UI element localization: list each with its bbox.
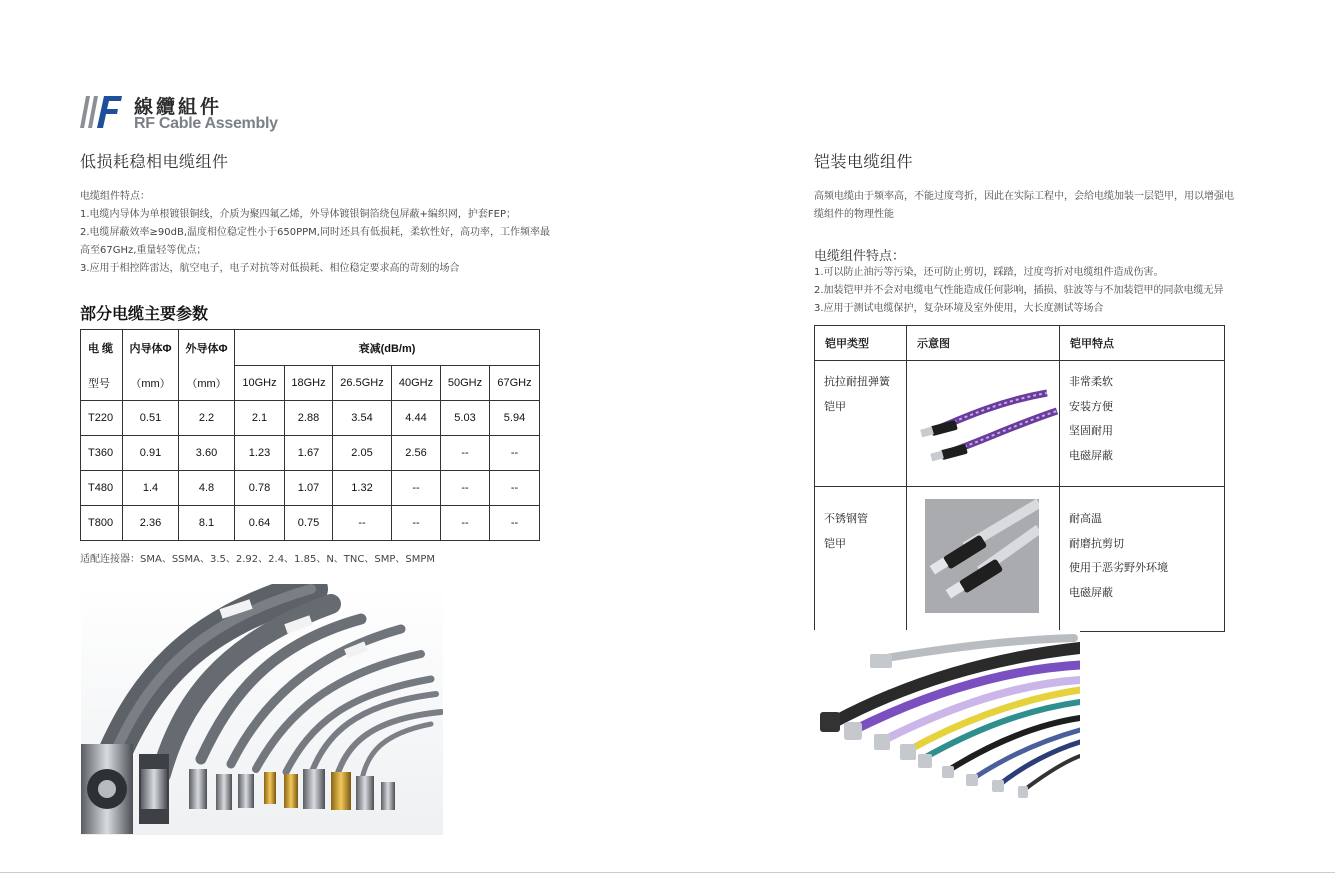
armor-diagram-cell bbox=[907, 487, 1060, 632]
row-model: T480 bbox=[81, 471, 123, 506]
header-model-2: 型号 bbox=[81, 366, 123, 401]
header-outer-unit: （mm） bbox=[179, 366, 235, 401]
row-outer: 4.8 bbox=[179, 471, 235, 506]
right-feature-3: 3.应用于测试电缆保护，复杂环境及室外使用，大长度测试等场合 bbox=[814, 303, 1104, 314]
armor-type-line: 不锈钢管 bbox=[824, 512, 868, 525]
left-feature-4: 3.应用于相控阵雷达，航空电子，电子对抗等对低损耗、相位稳定要求高的苛刻的场合 bbox=[80, 263, 460, 274]
left-feature-1: 1.电缆内导体为单根镀银铜线，介质为聚四氟乙烯，外导体镀银铜箔绕包屏蔽+编织网，护套FEP； bbox=[80, 209, 517, 220]
row-val: -- bbox=[441, 506, 490, 541]
row-val: 0.78 bbox=[235, 471, 285, 506]
header-inner: 内导体Φ bbox=[123, 330, 179, 366]
brand-logo-icon bbox=[80, 96, 124, 128]
header-diagram: 示意图 bbox=[907, 326, 1060, 361]
row-model: T360 bbox=[81, 436, 123, 471]
armor-feature: 电磁屏蔽 bbox=[1069, 585, 1113, 599]
armor-feature: 耐磨抗剪切 bbox=[1069, 536, 1124, 550]
left-feature-2: 2.电缆屏蔽效率≥90dB,温度相位稳定性小于650PPM,同时还具有低损耗，柔软性好，高功率，工作频率最 bbox=[80, 227, 550, 238]
freq-67: 67GHz bbox=[490, 366, 540, 401]
row-inner: 0.51 bbox=[123, 401, 179, 436]
table-row bbox=[81, 471, 540, 506]
row-val: 1.07 bbox=[285, 471, 333, 506]
row-val: 1.67 bbox=[285, 436, 333, 471]
armor-features-cell bbox=[1060, 487, 1225, 632]
row-val: -- bbox=[441, 436, 490, 471]
row-outer: 8.1 bbox=[179, 506, 235, 541]
header-model: 电 缆 bbox=[81, 330, 123, 366]
spring-armor-cable-image bbox=[907, 361, 1059, 477]
row-val: 0.64 bbox=[235, 506, 285, 541]
armor-features-cell bbox=[1060, 361, 1225, 487]
row-val: 0.75 bbox=[285, 506, 333, 541]
left-features bbox=[80, 188, 640, 278]
table-row bbox=[81, 401, 540, 436]
right-intro-line-2: 缆组件的物理性能 bbox=[814, 209, 894, 220]
row-val: -- bbox=[490, 436, 540, 471]
page-bottom-divider bbox=[0, 872, 1335, 873]
armor-type-line: 铠甲 bbox=[824, 536, 846, 550]
params-title: 部分电缆主要参数 bbox=[80, 304, 209, 323]
brand-title-en: RF Cable Assembly bbox=[134, 115, 278, 132]
armor-type-cell bbox=[815, 361, 907, 487]
row-val: 2.05 bbox=[333, 436, 392, 471]
table-row bbox=[815, 361, 1225, 487]
header-armor-type: 铠甲类型 bbox=[815, 326, 907, 361]
right-feature-1: 1.可以防止油污等污染，还可防止剪切，踩踏，过度弯折对电缆组件造成伤害。 bbox=[814, 267, 1164, 278]
row-outer: 3.60 bbox=[179, 436, 235, 471]
left-section-title: 低损耗稳相电缆组件 bbox=[80, 152, 229, 171]
row-val: -- bbox=[333, 506, 392, 541]
row-inner: 0.91 bbox=[123, 436, 179, 471]
armor-feature: 耐高温 bbox=[1069, 512, 1102, 525]
row-val: -- bbox=[392, 471, 441, 506]
brand-title-cn: 線纜組件 bbox=[134, 96, 223, 118]
row-val: 3.54 bbox=[333, 401, 392, 436]
armor-feature: 电磁屏蔽 bbox=[1069, 448, 1113, 462]
table-row bbox=[81, 506, 540, 541]
armor-type-cell bbox=[815, 487, 907, 632]
row-val: -- bbox=[490, 471, 540, 506]
armor-feature: 坚固耐用 bbox=[1069, 424, 1113, 437]
header-inner-unit: （mm） bbox=[123, 366, 179, 401]
freq-18: 18GHz bbox=[285, 366, 333, 401]
rf-cable-assemblies-photo bbox=[81, 584, 443, 835]
freq-40: 40GHz bbox=[392, 366, 441, 401]
header-armor-features: 铠甲特点 bbox=[1060, 326, 1225, 361]
row-val: -- bbox=[392, 506, 441, 541]
right-intro-line-1: 高频电缆由于频率高，不能过度弯折，因此在实际工程中，会给电缆加装一层铠甲，用以增强电 bbox=[814, 191, 1234, 202]
row-val: 1.23 bbox=[235, 436, 285, 471]
freq-50: 50GHz bbox=[441, 366, 490, 401]
armor-type-line: 抗拉耐扭弹簧 bbox=[824, 375, 890, 388]
armor-types-table bbox=[814, 325, 1225, 632]
row-val: 5.94 bbox=[490, 401, 540, 436]
armor-feature: 使用于恶劣野外环境 bbox=[1069, 561, 1168, 574]
left-features-heading: 电缆组件特点： bbox=[80, 191, 150, 202]
left-feature-3: 高至67GHz,重量轻等优点； bbox=[80, 245, 207, 256]
row-outer: 2.2 bbox=[179, 401, 235, 436]
table-header-row-1 bbox=[81, 330, 540, 366]
right-intro bbox=[814, 188, 1284, 224]
table-header-row-2 bbox=[81, 366, 540, 401]
row-model: T800 bbox=[81, 506, 123, 541]
armor-feature: 非常柔软 bbox=[1069, 375, 1113, 388]
row-val: 1.32 bbox=[333, 471, 392, 506]
connectors-note: 适配连接器：SMA、SSMA、3.5、2.92、2.4、1.85、N、TNC、SMP、SMPM bbox=[80, 554, 436, 565]
armor-diagram-cell bbox=[907, 361, 1060, 487]
freq-10: 10GHz bbox=[235, 366, 285, 401]
header-outer: 外导体Φ bbox=[179, 330, 235, 366]
right-feature-2: 2.加装铠甲并不会对电缆电气性能造成任何影响，插损、驻波等与不加装铠甲的同款电缆无异 bbox=[814, 285, 1224, 296]
row-val: 5.03 bbox=[441, 401, 490, 436]
row-val: 2.1 bbox=[235, 401, 285, 436]
table-row bbox=[815, 487, 1225, 632]
right-section-title: 铠装电缆组件 bbox=[814, 152, 914, 171]
row-val: -- bbox=[490, 506, 540, 541]
row-val: 2.88 bbox=[285, 401, 333, 436]
right-features bbox=[814, 264, 1284, 318]
row-val: 4.44 bbox=[392, 401, 441, 436]
table-row bbox=[81, 436, 540, 471]
header-attenuation: 衰减(dB/m) bbox=[235, 330, 540, 366]
armor-table-header bbox=[815, 326, 1225, 361]
right-features-heading: 电缆组件特点： bbox=[814, 249, 906, 264]
row-inner: 1.4 bbox=[123, 471, 179, 506]
armor-type-line: 铠甲 bbox=[824, 399, 846, 413]
row-val: 2.56 bbox=[392, 436, 441, 471]
armored-cables-photo bbox=[814, 630, 1080, 808]
row-val: -- bbox=[441, 471, 490, 506]
cable-params-table bbox=[80, 329, 540, 541]
armor-feature: 安装方便 bbox=[1069, 399, 1113, 413]
row-inner: 2.36 bbox=[123, 506, 179, 541]
stainless-armor-cable-image bbox=[925, 499, 1039, 613]
freq-26-5: 26.5GHz bbox=[333, 366, 392, 401]
row-model: T220 bbox=[81, 401, 123, 436]
